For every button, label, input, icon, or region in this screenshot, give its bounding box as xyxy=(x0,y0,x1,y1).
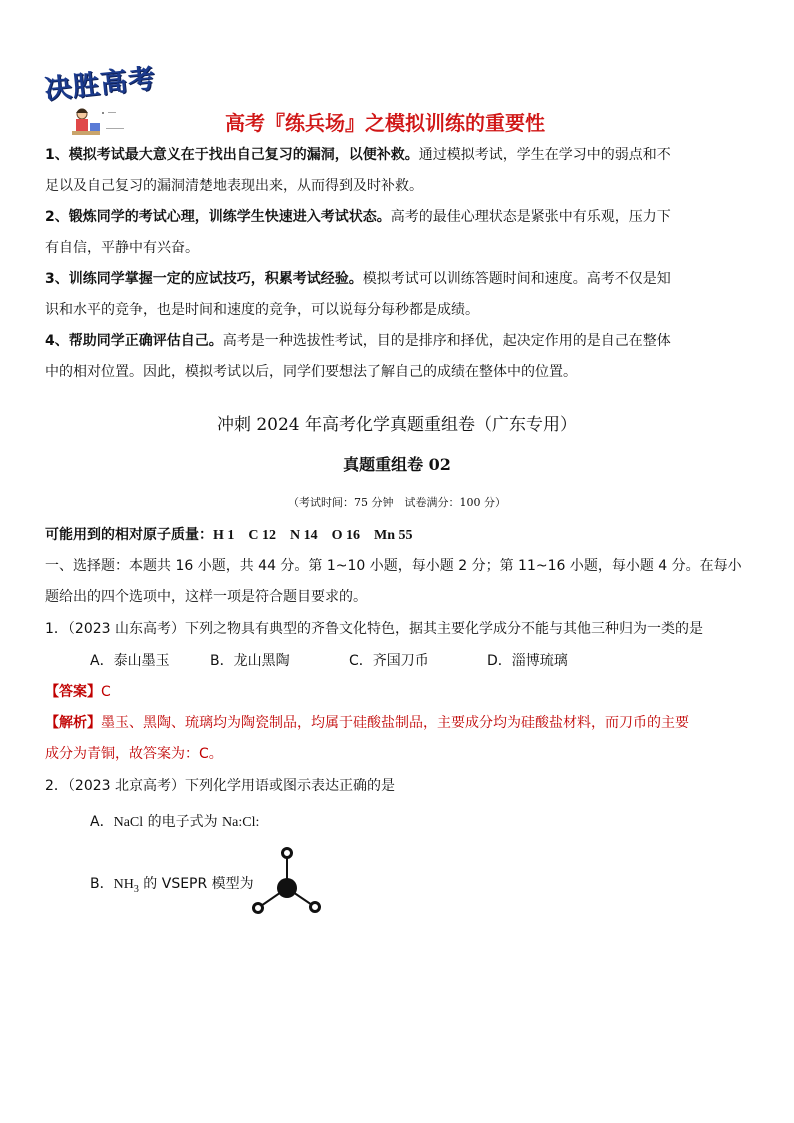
question-2-option-b xyxy=(90,873,254,895)
student-illustration-icon xyxy=(72,104,132,144)
option-b-text: 的 VSEPR 模型为 xyxy=(138,876,254,892)
point-3-line2: 识和水平的竞争，也是时间和速度的竞争，可以说每分每秒都是成绩。 xyxy=(45,302,479,318)
option-a-text: 的电子式为 xyxy=(143,814,223,830)
question-1-stem: 1．（2023 山东高考）下列之物具有典型的齐鲁文化特色，据其主要化学成分不能与其他三种归为一类的是 xyxy=(45,621,703,637)
point-4-text: 高考是一种选拔性考试，目的是排序和择优，起决定作用的是自己在整体 xyxy=(222,333,671,349)
point-1-line2: 足以及自己复习的漏洞清楚地表现出来，从而得到及时补救。 xyxy=(45,178,423,194)
central-atom xyxy=(277,878,297,898)
question-1-analysis-line-1 xyxy=(45,712,689,732)
analysis-text: 墨玉、黑陶、琉璃均为陶瓷制品，均属于硅酸盐制品，主要成分均为硅酸盐材料，而刀币的主要 xyxy=(101,715,689,731)
option-a-prefix: A． xyxy=(90,814,114,830)
brand-logo xyxy=(44,62,174,142)
point-2 xyxy=(45,202,735,264)
logo-text: 决胜高考 xyxy=(43,63,158,106)
question-1-option-a: A．泰山墨玉 xyxy=(90,653,170,669)
point-3-text: 模拟考试可以训练答题时间和速度。高考不仅是知 xyxy=(362,271,671,287)
point-1-text: 通过模拟考试，学生在学习中的弱点和不 xyxy=(418,147,671,163)
point-4-heading: 4、帮助同学正确评估自己。 xyxy=(45,333,223,349)
question-1-analysis-line-2: 成分为青铜，故答案为：C。 xyxy=(45,746,223,762)
option-a-formula: NaCl xyxy=(113,815,144,830)
point-3-heading: 3、训练同学掌握一定的应试技巧，积累考试经验。 xyxy=(45,271,363,287)
exam-info: （考试时间：75 分钟 试卷满分：100 分） xyxy=(288,496,506,509)
point-1-heading: 1、模拟考试最大意义在于找出自己复习的漏洞，以便补救。 xyxy=(45,147,419,163)
question-1-answer xyxy=(45,681,111,701)
atom-top xyxy=(283,849,292,858)
point-2-heading: 2、锻炼同学的考试心理，训练学生快速进入考试状态。 xyxy=(45,209,391,225)
atom-left xyxy=(254,904,263,913)
point-1 xyxy=(45,140,735,202)
point-3 xyxy=(45,264,735,326)
question-2-option-a xyxy=(90,811,259,831)
atom-right xyxy=(311,903,320,912)
point-2-text: 高考的最佳心理状态是紧张中有乐观，压力下 xyxy=(390,209,671,225)
option-a-na: Na xyxy=(222,815,239,830)
question-1-option-b: B．龙山黑陶 xyxy=(210,653,290,669)
answer-label: 【答案】 xyxy=(45,684,101,700)
option-b-subscript: 3 xyxy=(133,883,139,895)
section-line-2: 题给出的四个选项中，这样一项是符合题目要求的。 xyxy=(45,589,367,605)
vsepr-model-diagram xyxy=(245,843,325,923)
question-2-stem: 2．（2023 北京高考）下列化学用语或图示表达正确的是 xyxy=(45,778,395,794)
exam-title: 冲刺 2024 年高考化学真题重组卷（广东专用） xyxy=(216,415,578,435)
analysis-label: 【解析】 xyxy=(45,715,101,731)
answer-value: C xyxy=(101,684,111,700)
option-a-cl: :Cl: xyxy=(238,815,260,830)
option-b-prefix: B． xyxy=(90,876,114,892)
section-line-1: 一、选择题：本题共 16 小题，共 44 分。第 1~10 小题，每小题 2 分；第 11~16 小题，每小题 4 分。在每小 xyxy=(45,558,742,574)
option-b-formula: NH xyxy=(113,877,134,892)
point-4-line2: 中的相对位置。因此，模拟考试以后，同学们要想法了解自己的成绩在整体中的位置。 xyxy=(45,364,577,380)
question-1-option-d: D．淄博琉璃 xyxy=(487,653,568,669)
point-2-line2: 有自信，平静中有兴奋。 xyxy=(45,240,199,256)
point-4 xyxy=(45,326,735,388)
banner-title: 高考『练兵场』之模拟训练的重要性 xyxy=(225,111,545,135)
question-1-option-c: C．齐国刀币 xyxy=(349,653,429,669)
exam-subtitle: 真题重组卷 02 xyxy=(343,455,451,474)
atomic-mass-line: 可能用到的相对原子质量：H 1 C 12 N 14 O 16 Mn 55 xyxy=(45,528,413,543)
